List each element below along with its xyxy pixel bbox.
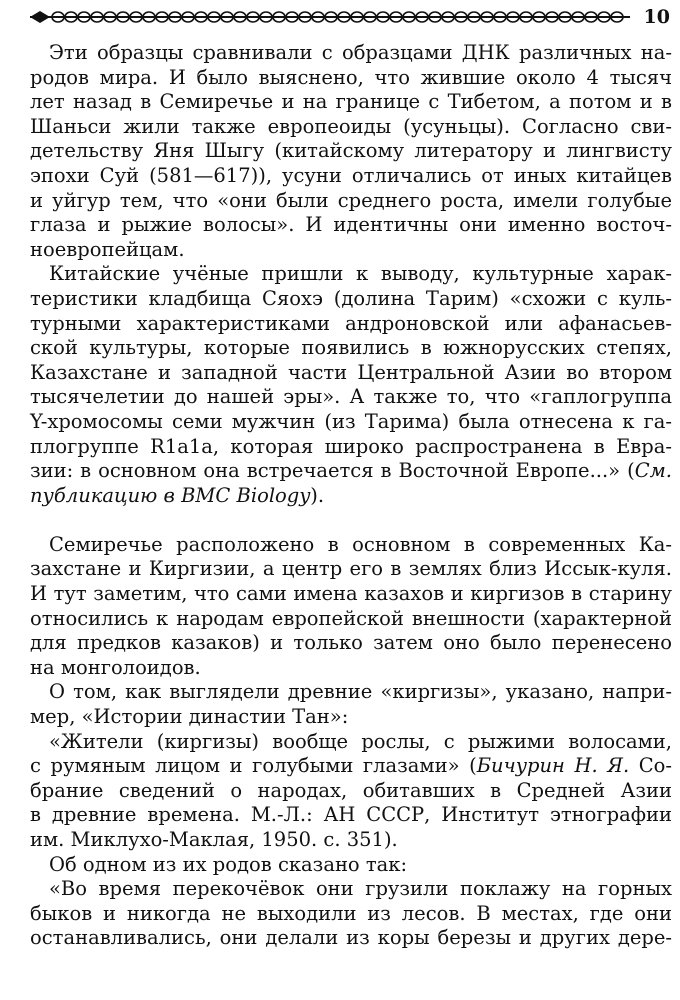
text-line: Y-хромосомы семи мужчин (из Тарима) была отнесена к га- [30,409,672,433]
paragraph-1 [30,41,672,262]
text-line: плогруппе R1a1a, которая широко распространена в Евра- [30,434,672,458]
text-line: И тут заметим, что сами имена казахов и киргизов в старину [30,582,672,606]
document-body [30,41,672,951]
text-line [30,459,672,484]
text-line: «Во время перекочёвок они грузили поклажу на горных [49,877,672,901]
paragraph-2 [30,262,672,508]
page-header [30,4,670,30]
text-line: Шаньси жили также европеоиды (усуньцы). Согласно сви- [30,114,672,138]
text-run: с румяным лицом и голубыми глазами» ( [30,754,477,778]
text-line: относились к народам европейской внешности (характерной [30,606,672,630]
text-line: лет назад в Семиречье и на границе с Тибетом, а потом и в [30,90,672,114]
text-run: зии: в основном она встречается в Восточной Европе...» ( [30,459,635,483]
text-line: Казахстане и западной части Центральной Азии во втором [30,360,672,384]
paragraph-7-quote [30,877,672,951]
paragraph-6 [30,853,672,878]
text-run: ). [310,483,325,507]
text-line: Эти образцы сравнивали с образцами ДНК различных на- [49,41,672,64]
text-line: турными характеристиками андроновской или афанасьев- [30,311,672,335]
text-line: для предков казаков) и только затем оно было перенесено [30,631,672,655]
decorative-border-ornament [30,8,630,26]
text-line: ноевропейцам. [30,237,185,261]
text-line: «Жители (киргизы) вообще рослы, с рыжими волосами, [49,729,672,753]
paragraph-4 [30,680,672,729]
text-line: эпохи Суй (581—617)), усуни отличались от иных китайцев [30,163,672,187]
text-line: им. Миклухо-Маклая, 1950. с. 351). [30,828,398,851]
text-line: тысячелетии до нашей эры». А также то, что «гаплогруппа [30,385,672,409]
text-line: останавливались, они делали из коры березы и других дере- [30,926,672,950]
text-line: мер, «Истории династии Тан»: [30,705,349,729]
text-line: на монголоидов. [30,655,201,679]
text-line: глаза и рыжие волосы». И идентичны они именно восточ- [30,213,672,237]
paragraph-3 [30,533,672,681]
text-line: Семиречье расположено в основном в современных Ка- [49,532,672,556]
text-line: Об одном из их родов сказано так: [49,852,408,876]
text-line: и уйгур тем, что «они были среднего роста, имели голубые [30,188,672,212]
italic-text: публикацию в BMC Biology [30,483,311,507]
text-line: О том, как выглядели древние «киргизы», указано, напри- [49,680,672,704]
text-line: быков и никогда не выходили из лесов. В местах, где они [30,901,672,925]
text-line [30,754,672,779]
page-number: 10 [643,6,670,28]
text-line: брание сведений о народах, обитавших в Средней Азии [30,778,672,802]
text-line: Китайские учёные пришли к выводу, культурные харак- [49,262,672,286]
text-line: теристики кладбища Сяохэ (долина Тарим) «схожи с куль- [30,286,672,310]
text-line: детельству Яня Шыгу (китайскому литератору и лингвисту [30,139,672,163]
text-line: в древние времена. М.-Л.: АН СССР, Институт этнографии [30,803,672,827]
text-line [30,484,672,509]
text-line: захстане и Киргизии, а центр его в землях близ Иссык-куля. [30,557,672,581]
text-run: Со- [629,754,672,778]
paragraph-5-quote [30,730,672,853]
italic-text: См. [634,459,672,483]
italic-text: Бичурин Н. Я. [476,754,630,778]
text-line: ской культуры, которые появились в южнорусских степях, [30,336,672,360]
paragraph-gap [30,508,672,533]
ornament-arrow-icon [30,11,50,23]
text-line: родов мира. И было выяснено, что жившие около 4 тысяч [30,65,672,89]
